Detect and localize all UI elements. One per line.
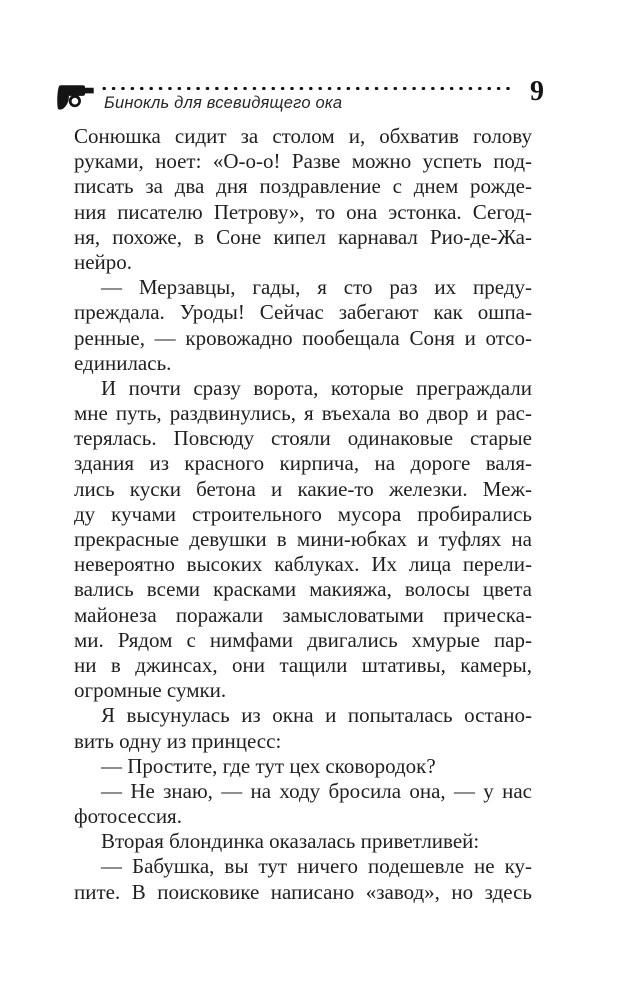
text-line: единилась. (74, 350, 172, 375)
text-line: преждала. Уроды! Сейчас забегают как ошпа- (74, 300, 532, 325)
text-line: прекрасные девушки в мини-юбках и туфлях на (74, 527, 532, 551)
text-line: мне путь, раздвинулись, я въехала во двор и рас- (74, 401, 532, 426)
paragraph (74, 275, 532, 376)
text-line: ренные, — кровожадно пообещала Соня и отсо- (74, 325, 532, 350)
text-line: майонеза поражали замысловатыми прическа- (74, 602, 532, 627)
text-line: ду кучами строительного мусора пробирались (74, 501, 532, 526)
text-line: — Мерзавцы, гады, я сто раз их преду- (101, 275, 532, 300)
text-line: — Простите, где тут цех сковородок? (101, 753, 436, 778)
dotted-rule (100, 85, 514, 92)
text-line: лись куски бетона и какие-то железки. Меж- (74, 476, 532, 501)
text-line: ния писателю Петрову», то она эстонка. Сегод- (74, 199, 532, 224)
text-line: вались всеми красками макияжа, волосы цвета (74, 577, 532, 602)
text-line: пите. В поисковике написано «завод», но здесь (74, 879, 532, 904)
text-line: терялась. Повсюду стояли одинаковые старые (74, 426, 532, 451)
paragraph (74, 124, 532, 275)
paragraph (74, 854, 532, 904)
running-title: Бинокль для всевидящего ока (104, 94, 343, 112)
text-line: Сонюшка сидит за столом и, обхватив голову (74, 124, 532, 148)
text-line: нейро. (74, 249, 133, 274)
text-line: ня, похоже, в Соне кипел карнавал Рио-де-Жа- (74, 224, 532, 249)
page-header (0, 0, 640, 120)
paragraph (74, 754, 532, 779)
paragraph (74, 829, 532, 854)
paragraph (74, 779, 532, 829)
text-line: Я высунулась из окна и попыталась остано- (101, 703, 532, 728)
text-line: ни в джинсах, они тащили штативы, камеры, (74, 652, 532, 677)
text-line: — Не знаю, — на ходу бросила она, — у нас (101, 778, 532, 803)
text-line: ми. Рядом с нимфами двигались хмурые пар- (74, 627, 532, 652)
paragraph (74, 703, 532, 753)
text-line: Вторая блондинка оказалась приветливей: (101, 829, 480, 854)
page-number: 9 (530, 76, 544, 107)
text-line: здания из красного кирпича, на дороге валя- (74, 451, 532, 476)
text-line: — Бабушка, вы тут ничего подешевле не ку- (101, 854, 532, 879)
text-line: огромные сумки. (74, 678, 227, 703)
text-line: руками, ноет: «О-о-о! Разве можно успеть под- (74, 149, 532, 174)
text-line: невероятно высоких каблуках. Их лица перели- (74, 552, 532, 577)
text-line: вить одну из принцесс: (74, 728, 282, 753)
text-line: фотосессия. (74, 804, 182, 829)
page-body (74, 124, 532, 905)
text-line: писать за два дня поздравление с днем рожде- (74, 174, 532, 199)
text-line: И почти сразу ворота, которые преграждали (101, 375, 532, 400)
paragraph (74, 376, 532, 703)
pistol-icon (56, 83, 95, 112)
